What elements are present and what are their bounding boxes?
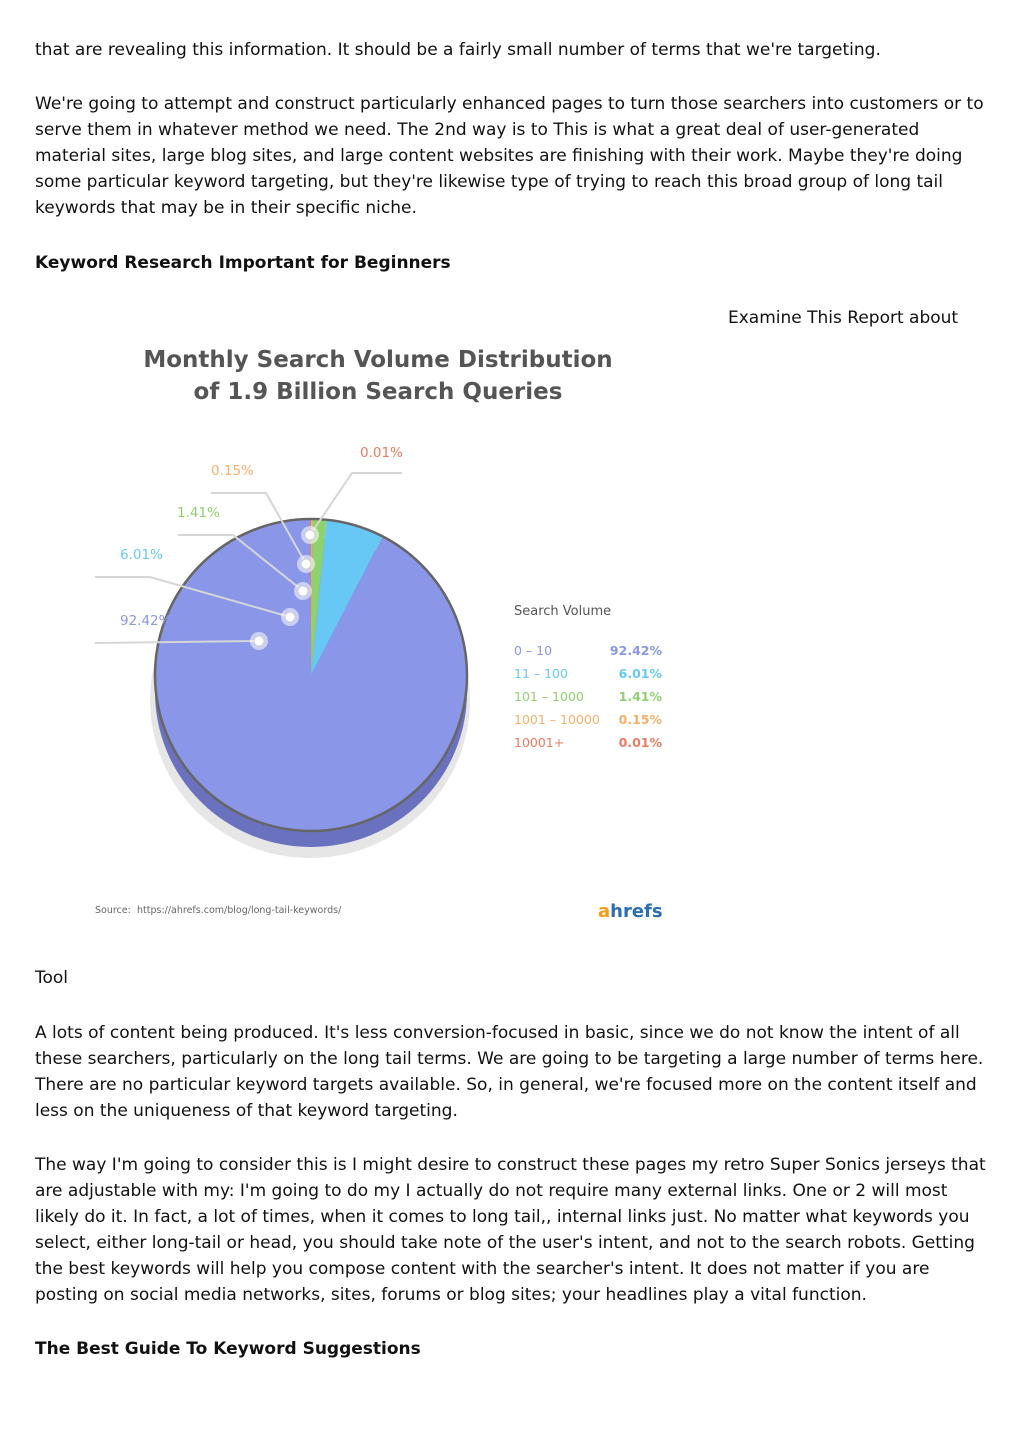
aside-examine-report: Examine This Report about xyxy=(728,308,959,328)
legend-range-4: 1001 – 10000 xyxy=(514,712,600,727)
logo-letter-a: a xyxy=(598,901,611,922)
legend-value-1: 92.42% xyxy=(609,643,662,658)
callout-label-2: 6.01% xyxy=(120,547,163,563)
ahrefs-logo xyxy=(598,901,663,922)
chart-title-line2: of 1.9 Billion Search Queries xyxy=(193,379,563,405)
paragraph-content: A lots of content being produced. It's less conversion-focused in basic, since we do not know the intent of all these searchers, particularly on the long tail terms. We are going to be targeting a large number of terms here. There are no particular keyword targets available. So, in general, we're focused more on the content itself and less on the uniqueness of that keyword targeting. xyxy=(35,1023,984,1121)
legend-range-5: 10001+ xyxy=(514,735,565,750)
source-url: https://ahrefs.com/blog/long-tail-keywords/ xyxy=(137,905,342,916)
chart-title-line1: Monthly Search Volume Distribution xyxy=(143,347,613,373)
paragraph-strategy: We're going to attempt and construct particularly enhanced pages to turn those searchers into customers or to serve them in whatever method we need. The 2nd way is to This is what a great deal of user-generated material sites, large blog sites, and large content websites are finishing with their work. Maybe they're doing some particular keyword targeting, but they're likewise type of trying to reach this broad group of long tail keywords that may be in their specific niche. xyxy=(35,94,984,218)
paragraph-approach: The way I'm going to consider this is I might desire to construct these pages my retro Super Sonics jerseys that are adjustable with my: I'm going to do my I actually do not require many external links. One or 2 will most likely do it. In fact, a lot of times, when it comes to long tail,, internal links just. No matter what keywords you select, either long-tail or head, you should take note of the user's intent, and not to the search robots. Getting the best keywords will help you compose content with the searcher's intent. It does not matter if you are posting on social media networks, sites, forums or blog sites; your headlines play a vital function. xyxy=(35,1155,986,1305)
heading-keyword-suggestions: The Best Guide To Keyword Suggestions xyxy=(35,1339,421,1359)
pie-chart xyxy=(90,335,690,930)
paragraph-intro: that are revealing this information. It should be a fairly small number of terms that we're targeting. xyxy=(35,40,881,60)
legend-range-2: 11 – 100 xyxy=(514,666,568,681)
callout-label-3: 1.41% xyxy=(177,505,220,521)
callout-marker-2 xyxy=(285,612,295,622)
legend-value-4: 0.15% xyxy=(618,712,662,727)
legend-title: Search Volume xyxy=(514,604,612,619)
chart-figure xyxy=(90,335,690,930)
legend-value-5: 0.01% xyxy=(618,735,662,750)
callout-label-1: 92.42% xyxy=(120,613,172,629)
callout-label-5: 0.01% xyxy=(360,445,403,461)
legend-range-3: 101 – 1000 xyxy=(514,689,584,704)
legend xyxy=(514,643,662,750)
logo-letters-hrefs: hrefs xyxy=(610,901,663,922)
legend-range-1: 0 – 10 xyxy=(514,643,553,658)
callout-marker-5 xyxy=(305,530,315,540)
callout-marker-3 xyxy=(298,586,308,596)
callout-marker-4 xyxy=(301,559,311,569)
source-label: Source: xyxy=(95,905,131,916)
callout-marker-1 xyxy=(254,636,264,646)
paragraph-tool: Tool xyxy=(35,968,69,988)
callout-label-4: 0.15% xyxy=(211,463,254,479)
legend-value-3: 1.41% xyxy=(618,689,662,704)
heading-keyword-research: Keyword Research Important for Beginners xyxy=(35,253,451,273)
legend-value-2: 6.01% xyxy=(618,666,662,681)
